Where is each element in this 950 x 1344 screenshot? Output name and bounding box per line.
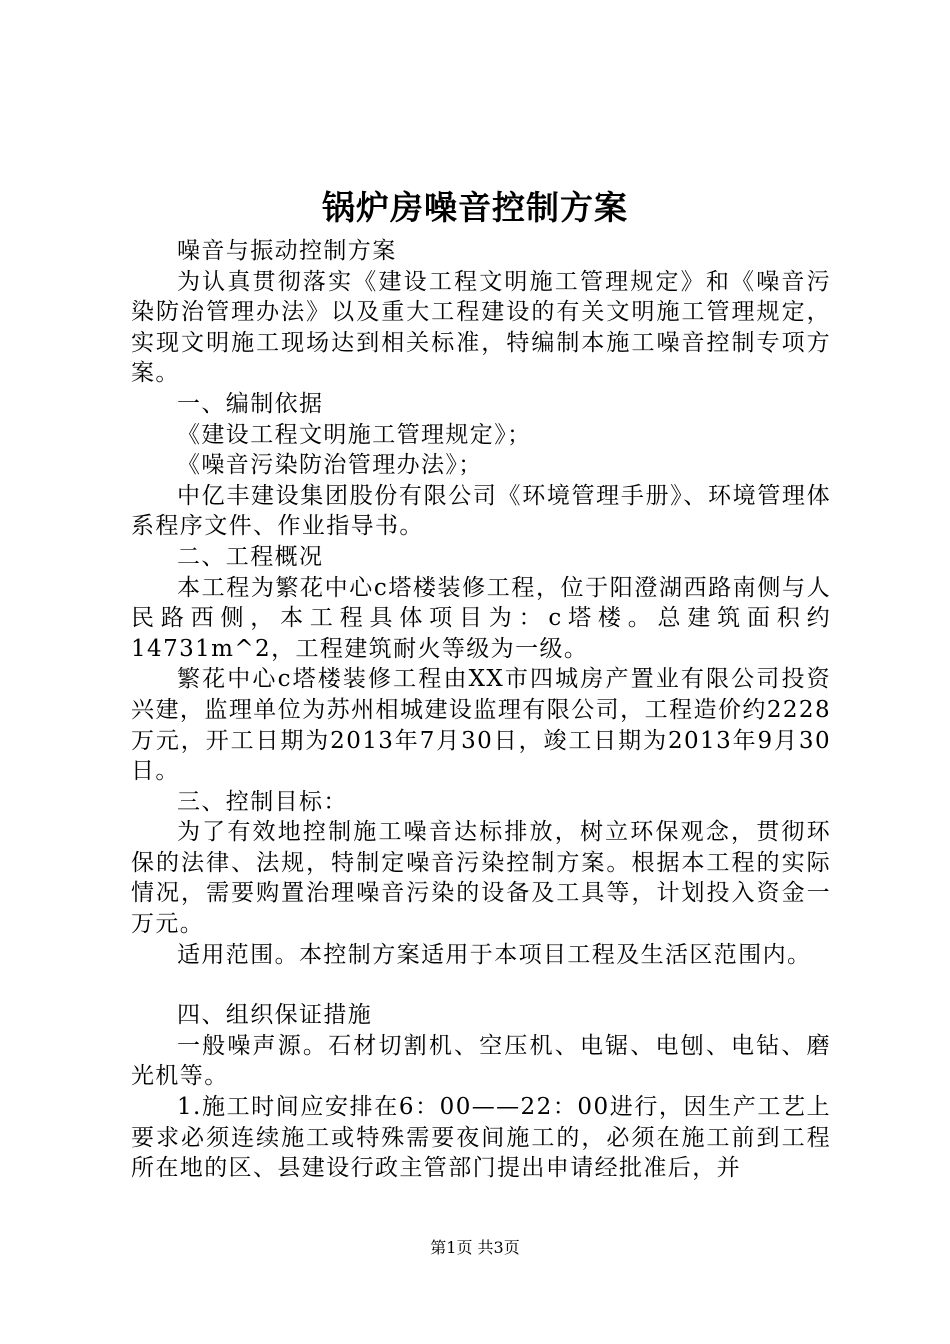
document-title: 锅炉房噪音控制方案 xyxy=(322,188,628,227)
paragraph: 为认真贯彻落实《建设工程文明施工管理规定》和《噪音污染防治管理办法》以及重大工程建设的有关文明施工管理规定，实现文明施工现场达到相关标准，特编制本施工噪音控制专项方案。 xyxy=(131,268,831,387)
paragraph: 繁花中心c塔楼装修工程由XX市四城房产置业有限公司投资兴建，监理单位为苏州相城建设监理有限公司，工程造价约2228万元，开工日期为2013年7月30日，竣工日期为2013年9月30日。 xyxy=(131,666,831,785)
section-heading: 三、控制目标： xyxy=(177,788,348,815)
paragraph: 适用范围。本控制方案适用于本项目工程及生活区范围内。 xyxy=(177,941,812,968)
page-number-footer: 第1页 共3页 xyxy=(430,1238,520,1257)
section-heading: 二、工程概况 xyxy=(177,543,324,570)
paragraph: 本工程为繁花中心c塔楼装修工程，位于阳澄湖西路南侧与人民路西侧，本工程具体项目为：c塔楼。总建筑面积约14731m^2，工程建筑耐火等级为一级。 xyxy=(131,574,831,662)
paragraph: 为了有效地控制施工噪音达标排放，树立环保观念，贯彻环保的法律、法规，特制定噪音污染控制方案。根据本工程的实际情况，需要购置治理噪音污染的设备及工具等，计划投入资金一万元。 xyxy=(131,819,831,938)
document-body xyxy=(131,236,831,1184)
paragraph: 《建设工程文明施工管理规定》； xyxy=(177,421,532,448)
paragraph: 1.施工时间应安排在6：00——22：00进行，因生产工艺上要求必须连续施工或特殊需要夜间施工的，必须在施工前到工程所在地的区、县建设行政主管部门提出申请经批准后，并 xyxy=(131,1094,831,1182)
paragraph: 一般噪声源。石材切割机、空压机、电锯、电刨、电钻、磨光机等。 xyxy=(131,1032,831,1090)
section-heading: 四、组织保证措施 xyxy=(177,1002,373,1029)
paragraph: 中亿丰建设集团股份有限公司《环境管理手册》、环境管理体系程序文件、作业指导书。 xyxy=(131,482,831,540)
paragraph-heading: 噪音与振动控制方案 xyxy=(177,238,397,264)
section-heading: 一、编制依据 xyxy=(177,390,324,417)
paragraph: 《噪音污染防治管理办法》； xyxy=(177,452,483,479)
